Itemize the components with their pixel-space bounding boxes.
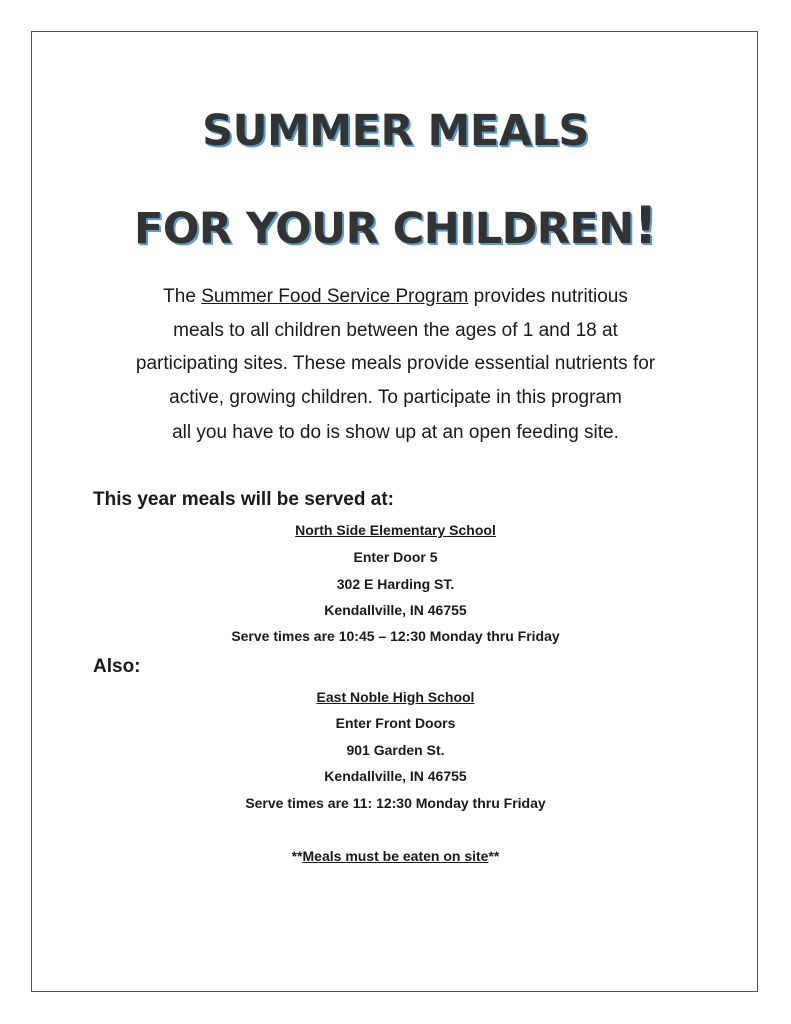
site2-city: Kendallville, IN 46755 — [324, 768, 467, 784]
site2-name: East Noble High School — [316, 689, 475, 705]
served-at-heading: This year meals will be served at: — [93, 489, 394, 510]
site2-entrance: Enter Front Doors — [335, 715, 456, 731]
intro-prefix: The — [163, 286, 202, 307]
title-text-2: FOR YOUR CHILDREN — [134, 204, 634, 254]
site1-entrance: Enter Door 5 — [353, 549, 438, 565]
intro-line-2: meals to all children between the ages of 1 and 18 at — [173, 320, 618, 341]
intro-line-1 — [0, 286, 791, 308]
intro-line-4: active, growing children. To participate in this program — [169, 387, 622, 408]
site1-address: 302 E Harding ST. — [336, 576, 455, 592]
footer-text: Meals must be eaten on site — [302, 848, 489, 864]
title-line-2 — [0, 196, 791, 256]
title-exclamation: ! — [633, 196, 657, 256]
site1-city: Kendallville, IN 46755 — [324, 602, 467, 618]
site1-name: North Side Elementary School — [295, 522, 496, 538]
title-line-1 — [0, 106, 791, 156]
intro-line-5: all you have to do is show up at an open feeding site. — [172, 422, 619, 443]
footer-prefix: ** — [291, 848, 303, 864]
intro-suffix: provides nutritious — [468, 286, 628, 307]
program-name: Summer Food Service Program — [201, 286, 469, 307]
site1-serve-times: Serve times are 10:45 – 12:30 Monday thru Friday — [231, 628, 560, 644]
site2-address: 901 Garden St. — [346, 742, 445, 758]
intro-line-3: participating sites. These meals provide essential nutrients for — [135, 353, 656, 374]
title-text-1: SUMMER MEALS — [202, 106, 589, 156]
site2-serve-times: Serve times are 11: 12:30 Monday thru Friday — [245, 795, 546, 811]
footer-suffix: ** — [488, 848, 500, 864]
footer-note — [0, 848, 791, 864]
also-heading: Also: — [93, 656, 141, 677]
